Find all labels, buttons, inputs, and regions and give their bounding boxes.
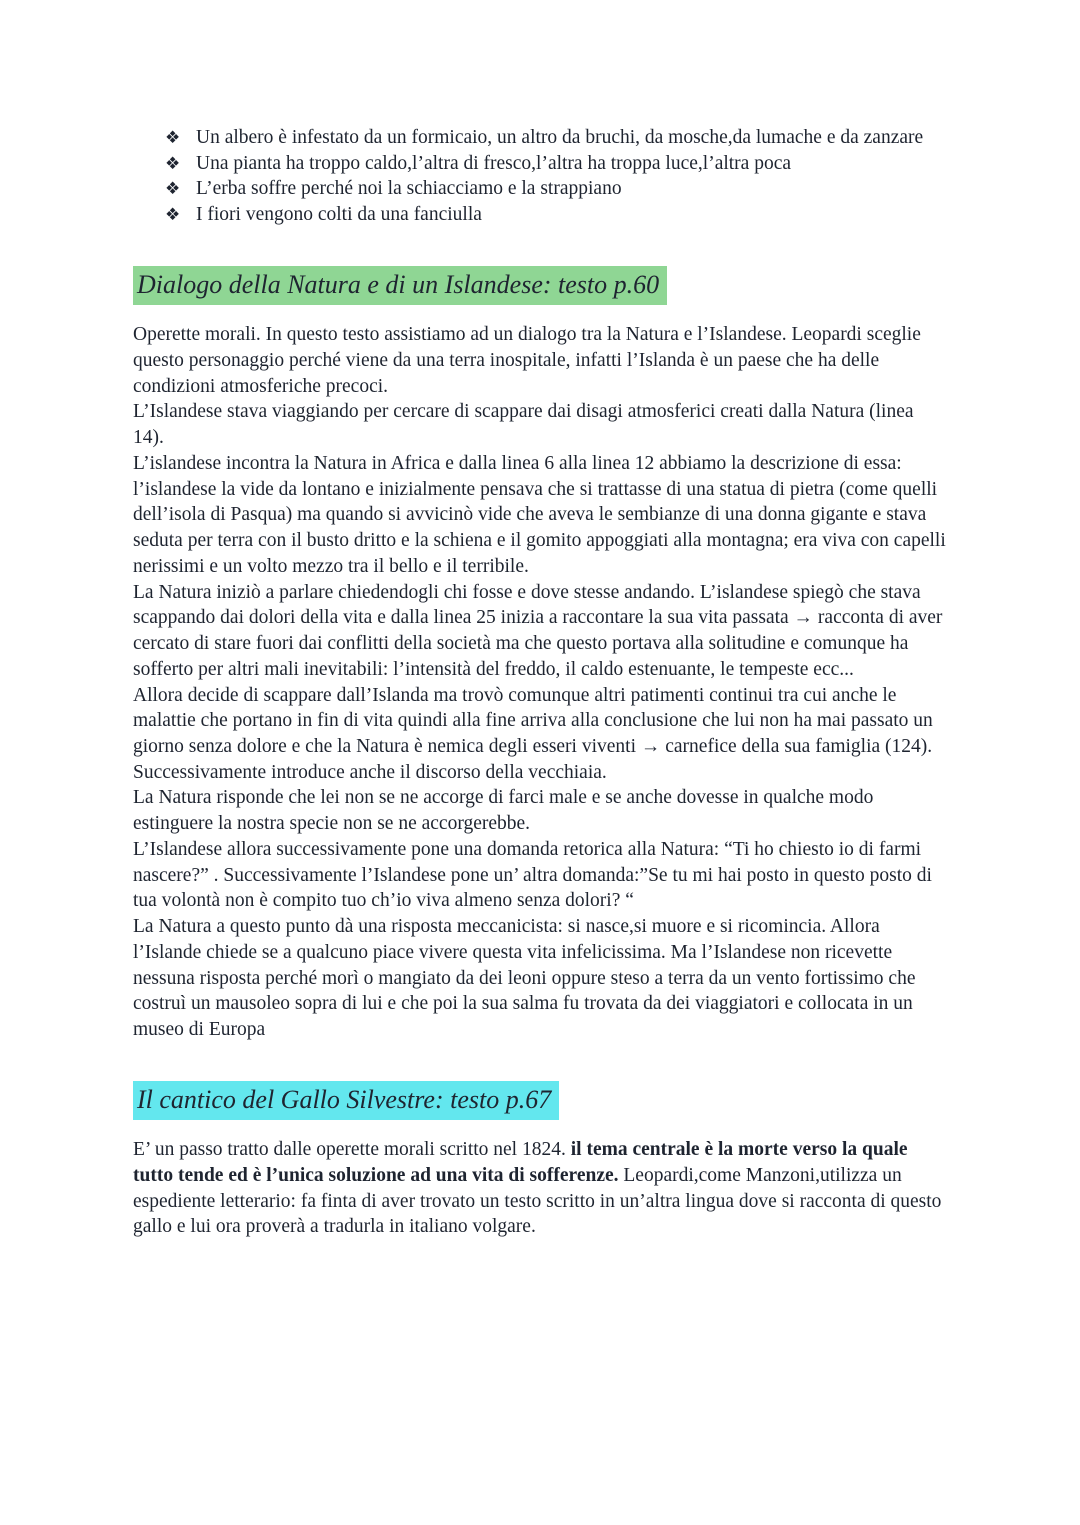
bullet-list [133,125,947,228]
diamond-bullet-icon: ❖ [165,153,181,173]
section-title-dialogo [133,266,947,305]
bullet-text: Un albero è infestato da un formicaio, un altro da bruchi, da mosche,da lumache e da zanzare [196,127,924,148]
paragraph: La Natura iniziò a parlare chiedendogli chi fosse e dove stesse andando. L’islandese spiegò che stava scappando dai dolori della vita e dalla linea 25 inizia a raccontare la sua vita passata → racconta di aver cercato di stare fuori dai conflitti della società ma che questo portava alla solitudine e comunque ha sofferto per altri mali inevitabili: l’intensità del freddo, il caldo estenuante, le tempeste ecc... [133,581,943,680]
bullet-text: I fiori vengono colti da una fanciulla [196,204,482,226]
section-title-cantico [133,1081,947,1120]
section-body-dialogo [133,322,947,1043]
bullet-item [165,176,947,202]
bullet-item [165,151,947,177]
section-title-highlight: Dialogo della Natura e di un Islandese: testo p.60 [133,266,667,305]
paragraph: La Natura a questo punto dà una risposta meccanicista: si nasce,si muore e si ricomincia. Allora l’Islande chiede se a qualcuno piace vivere questa vita infelicissima. Ma l’Islandese non ricevette nessuna risposta perché morì o mangiato da dei leoni oppure steso a terra da un vento fortissimo che costruì un mausoleo sopra di lui e che poi la sua salma fu trovata da dei viaggiatori e collocata in un museo di Europa [133,916,916,1041]
section-title-highlight: Il cantico del Gallo Silvestre: testo p.67 [133,1081,559,1120]
bullet-item [165,125,947,151]
bullet-item [165,202,947,228]
paragraph-bold-text: il tema centrale è la morte verso la quale tutto tende ed è l’unica soluzione ad una vita di sofferenze. [133,1139,908,1186]
bullet-text: L’erba soffre perché noi la schiacciamo e la strappiano [196,178,622,200]
paragraph: La Natura risponde che lei non se ne accorge di farci male e se anche dovesse in qualche modo estinguere la nostra specie non se ne accorgerebbe. [133,787,874,835]
paragraph: Operette morali. In questo testo assistiamo ad un dialogo tra la Natura e l’Islandese. Leopardi sceglie questo personaggio perché viene da una terra inospitale, infatti l’Islanda è un paese che ha delle condizioni atmosferiche precoci. [133,324,921,397]
paragraph-text: Leopardi,come Manzoni,utilizza un espediente letterario: fa finta di aver trovato un testo scritto in un’altra lingua dove si racconta di questo gallo e lui ora proverà a tradurla in italiano volgare. [133,1164,942,1238]
bullet-text: Una pianta ha troppo caldo,l’altra di fresco,l’altra ha troppa luce,l’altra poca [196,152,792,174]
paragraph-text: E’ un passo tratto dalle operette morali scritto nel 1824. [133,1139,571,1161]
diamond-bullet-icon: ❖ [165,128,181,147]
paragraph: Allora decide di scappare dall’Islanda ma trovò comunque altri patimenti continui tra cui anche le malattie che portano in fin di vita quindi alla fine arriva alla conclusione che lui non ha mai passato un giorno senza dolore e che la Natura è nemica degli esseri viventi → carnefice della sua famiglia (124). Successivamente introduce anche il discorso della vecchiaia. [133,684,933,783]
paragraph: L’Islandese stava viaggiando per cercare di scappare dai disagi atmosferici creati dalla Natura (linea 14). [133,401,914,449]
diamond-bullet-icon: ❖ [165,205,181,225]
paragraph: L’islandese incontra la Natura in Africa e dalla linea 6 alla linea 12 abbiamo la descrizione di essa: l’islandese la vide da lontano e inizialmente pensava che si trattasse di una statua di pietra (come quelli dell’isola di Pasqua) ma quando si avvicinò vide che aveva le sembianze di una donna gigante e stava seduta per terra con il busto dritto e la schiena e il gomito appoggiati alla montagna; era viva con capelli nerissimi e un volto mezzo tra il bello e il terribile. [133,452,946,577]
section-body-cantico [133,1137,947,1240]
paragraph: L’Islandese allora successivamente pone una domanda retorica alla Natura: “Ti ho chiesto io di farmi nascere?” . Successivamente l’Islandese pone un’ altra domanda:”Se tu mi hai posto in questo posto di tua volontà non è compito tuo ch’io viva almeno senza dolori? “ [133,838,932,912]
paragraph [133,1137,947,1240]
diamond-bullet-icon: ❖ [165,179,181,199]
